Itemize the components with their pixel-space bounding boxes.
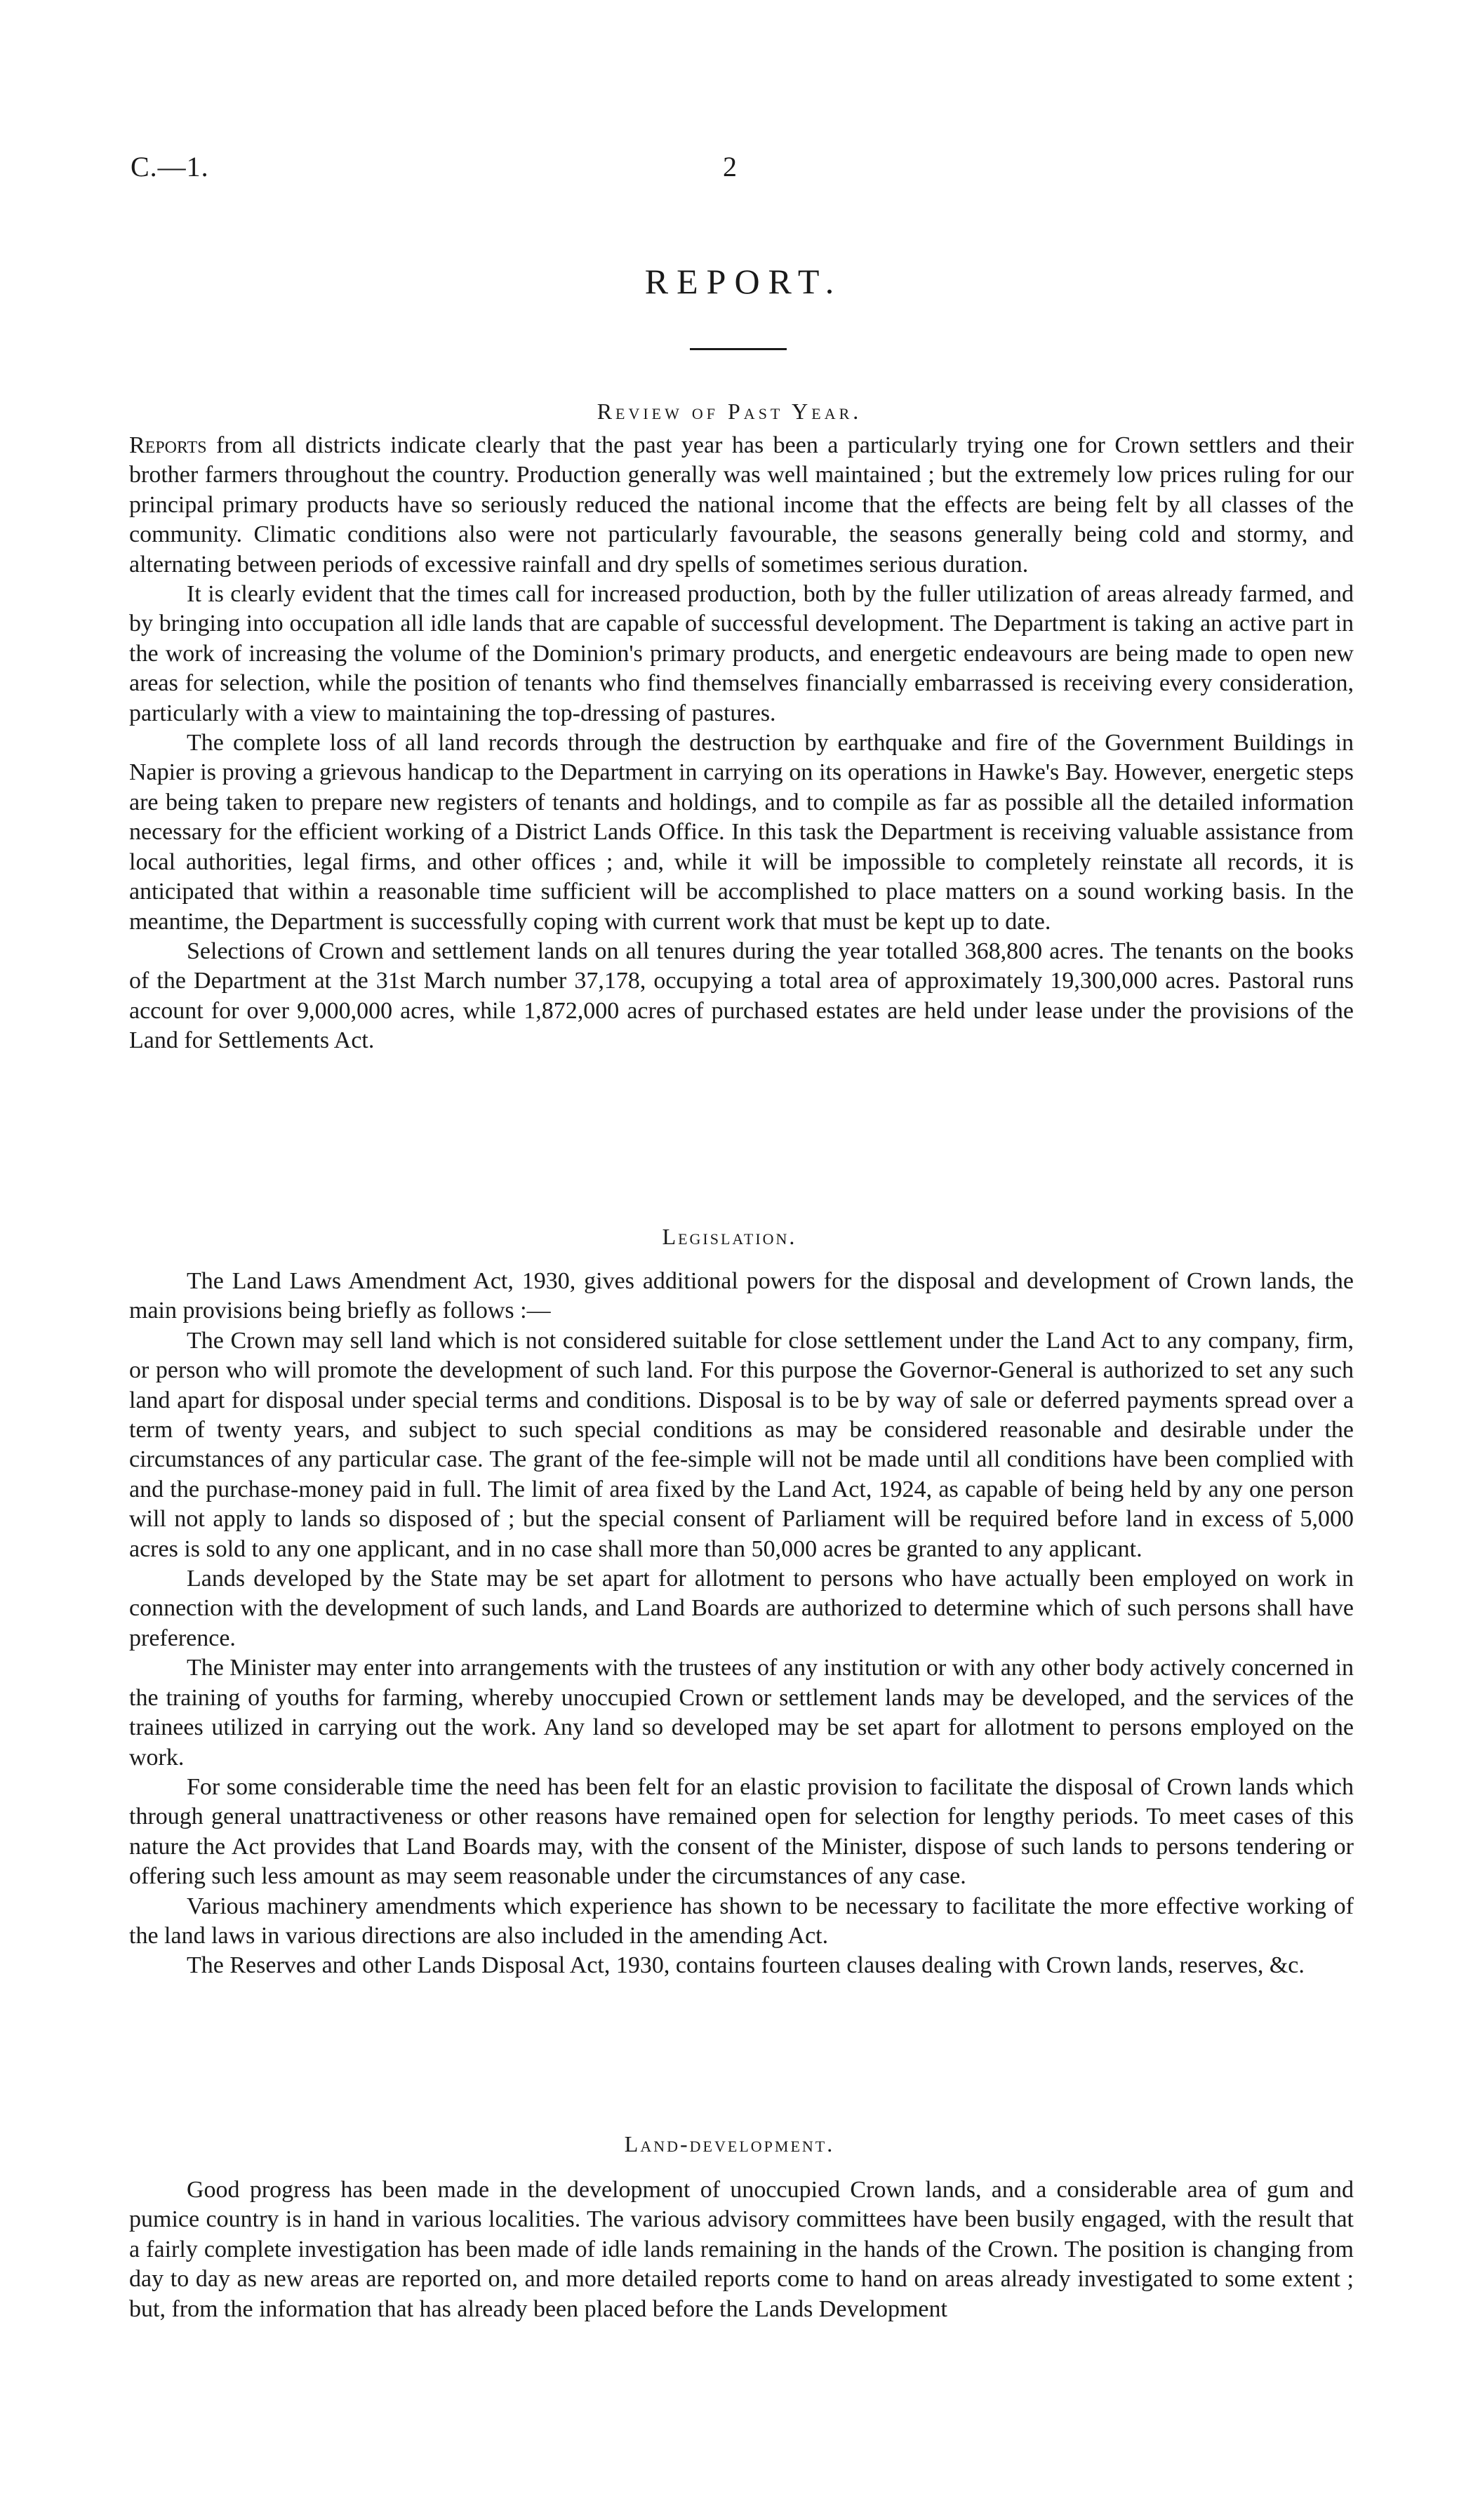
paragraph-text: from all districts indicate clearly that the past year has been a particularly trying one for Crown settlers and their brother farmers throughout the country. Production generally was well maintained ; but the extremely low prices ruling for our principal primary products have so seriously reduced the national income that the effects are being felt by all classes of the community. Climatic conditions also were not particularly favourable, the seasons generally being cold and stormy, and alternating between periods of excessive rainfall and dry spells of sometimes serious duration. — [129, 432, 1354, 578]
paragraph — [129, 431, 1354, 580]
lead-word: Reports — [129, 432, 207, 458]
legislation-section-body — [129, 1267, 1354, 1981]
paragraph: Selections of Crown and settlement lands on all tenures during the year totalled 368,800 acres. The tenants on the books of the Department at the 31st March number 37,178, occupying a total area of approximately 19,300,000 acres. Pastoral runs account for over 9,000,000 acres, while 1,872,000 acres of purchased estates are held under lease under the provisions of the Land for Settlements Act. — [129, 938, 1354, 1054]
heading-review-of-past-year: Review of Past Year. — [597, 399, 862, 424]
paragraph: The Crown may sell land which is not considered suitable for close settlement under the Land Act to any company, firm, or person who will promote the development of such land. For this purpose the Governor-General is authorized to set any such land apart for disposal under special terms and conditions. Disposal is to be by way of sale or deferred payments spread over a term of twenty years, and subject to such special conditions as may be considered reasonable and desirable under the circumstances of any particular case. The grant of the fee-simple will not be made until all conditions have been complied with and the purchase-money paid in full. The limit of area fixed by the Land Act, 1924, as capable of being held by any one person will not apply to lands so disposed of ; but the special consent of Parliament will be required before land in excess of 5,000 acres is sold to any one applicant, and in no case shall more than 50,000 acres be granted to any applicant. — [129, 1327, 1354, 1562]
paragraph: The Land Laws Amendment Act, 1930, gives additional powers for the disposal and development of Crown lands, the main provisions being briefly as follows :— — [129, 1268, 1354, 1324]
paragraph: Lands developed by the State may be set apart for allotment to persons who have actually been employed on work in connection with the development of such lands, and Land Boards are authorized to determine which of such persons shall have preference. — [129, 1566, 1354, 1651]
heading-legislation: Legislation. — [662, 1224, 797, 1249]
page-number: 2 — [723, 151, 737, 182]
land-development-section-body — [129, 2175, 1354, 2324]
paragraph: Various machinery amendments which experience has shown to be necessary to facilitate the more effective working of the land laws in various directions are also included in the amending Act. — [129, 1893, 1354, 1949]
paragraph: The complete loss of all land records through the destruction by earthquake and fire of the Government Buildings in Napier is proving a grievous handicap to the Department in carrying on its operations in Hawke's Bay. However, energetic steps are being taken to prepare new registers of tenants and holdings, and to compile as far as possible all the detailed information necessary for the efficient working of a District Lands Office. In this task the Department is receiving valuable assistance from local authorities, legal firms, and other offices ; and, while it will be impossible to completely reinstate all records, it is anticipated that within a reasonable time sufficient will be accomplished to place matters on a sound working basis. In the meantime, the Department is successfully coping with current work that must be kept up to date. — [129, 730, 1354, 935]
review-section-body — [129, 431, 1354, 1056]
paragraph: The Minister may enter into arrangements with the trustees of any institution or with any other body actively concerned in the training of youths for farming, whereby unoccupied Crown or settlement lands may be developed, and the services of the trainees utilized in carrying out the work. Any land so developed may be set apart for allotment to persons employed on the work. — [129, 1655, 1354, 1771]
heading-land-development: Land-development. — [624, 2131, 835, 2156]
report-title: REPORT. — [644, 262, 843, 301]
paragraph: For some considerable time the need has been felt for an elastic provision to facilitate the disposal of Crown lands which through general unattractiveness or other reasons have remained open for selection for lengthy periods. To meet cases of this nature the Act provides that Land Boards may, with the consent of the Minister, dispose of such lands to persons tendering or offering such less amount as may seem reasonable under the circumstances of any case. — [129, 1773, 1354, 1890]
document-reference: C.—1. — [131, 151, 209, 182]
paragraph: Good progress has been made in the development of unoccupied Crown lands, and a considerable area of gum and pumice country is in hand in various localities. The various advisory committees have been busily engaged, with the result that a fairly complete investigation has been made of idle lands remaining in the hands of the Crown. The position is changing from day to day as new areas are reported on, and more detailed reports come to hand on areas already investigated to some extent ; but, from the information that has already been placed before the Lands Development — [129, 2177, 1354, 2322]
title-divider — [690, 348, 787, 350]
paragraph: The Reserves and other Lands Disposal Act, 1930, contains fourteen clauses dealing with Crown lands, reserves, &c. — [187, 1952, 1305, 1979]
paragraph: It is clearly evident that the times call for increased production, both by the fuller utilization of areas already farmed, and by bringing into occupation all idle lands that are capable of successful development. The Department is taking an active part in the work of increasing the volume of the Dominion's primary products, and energetic endeavours are being made to open new areas for selection, while the position of tenants who find themselves financially embarrassed is receiving every consideration, particularly with a view to maintaining the top-dressing of pastures. — [129, 581, 1354, 726]
